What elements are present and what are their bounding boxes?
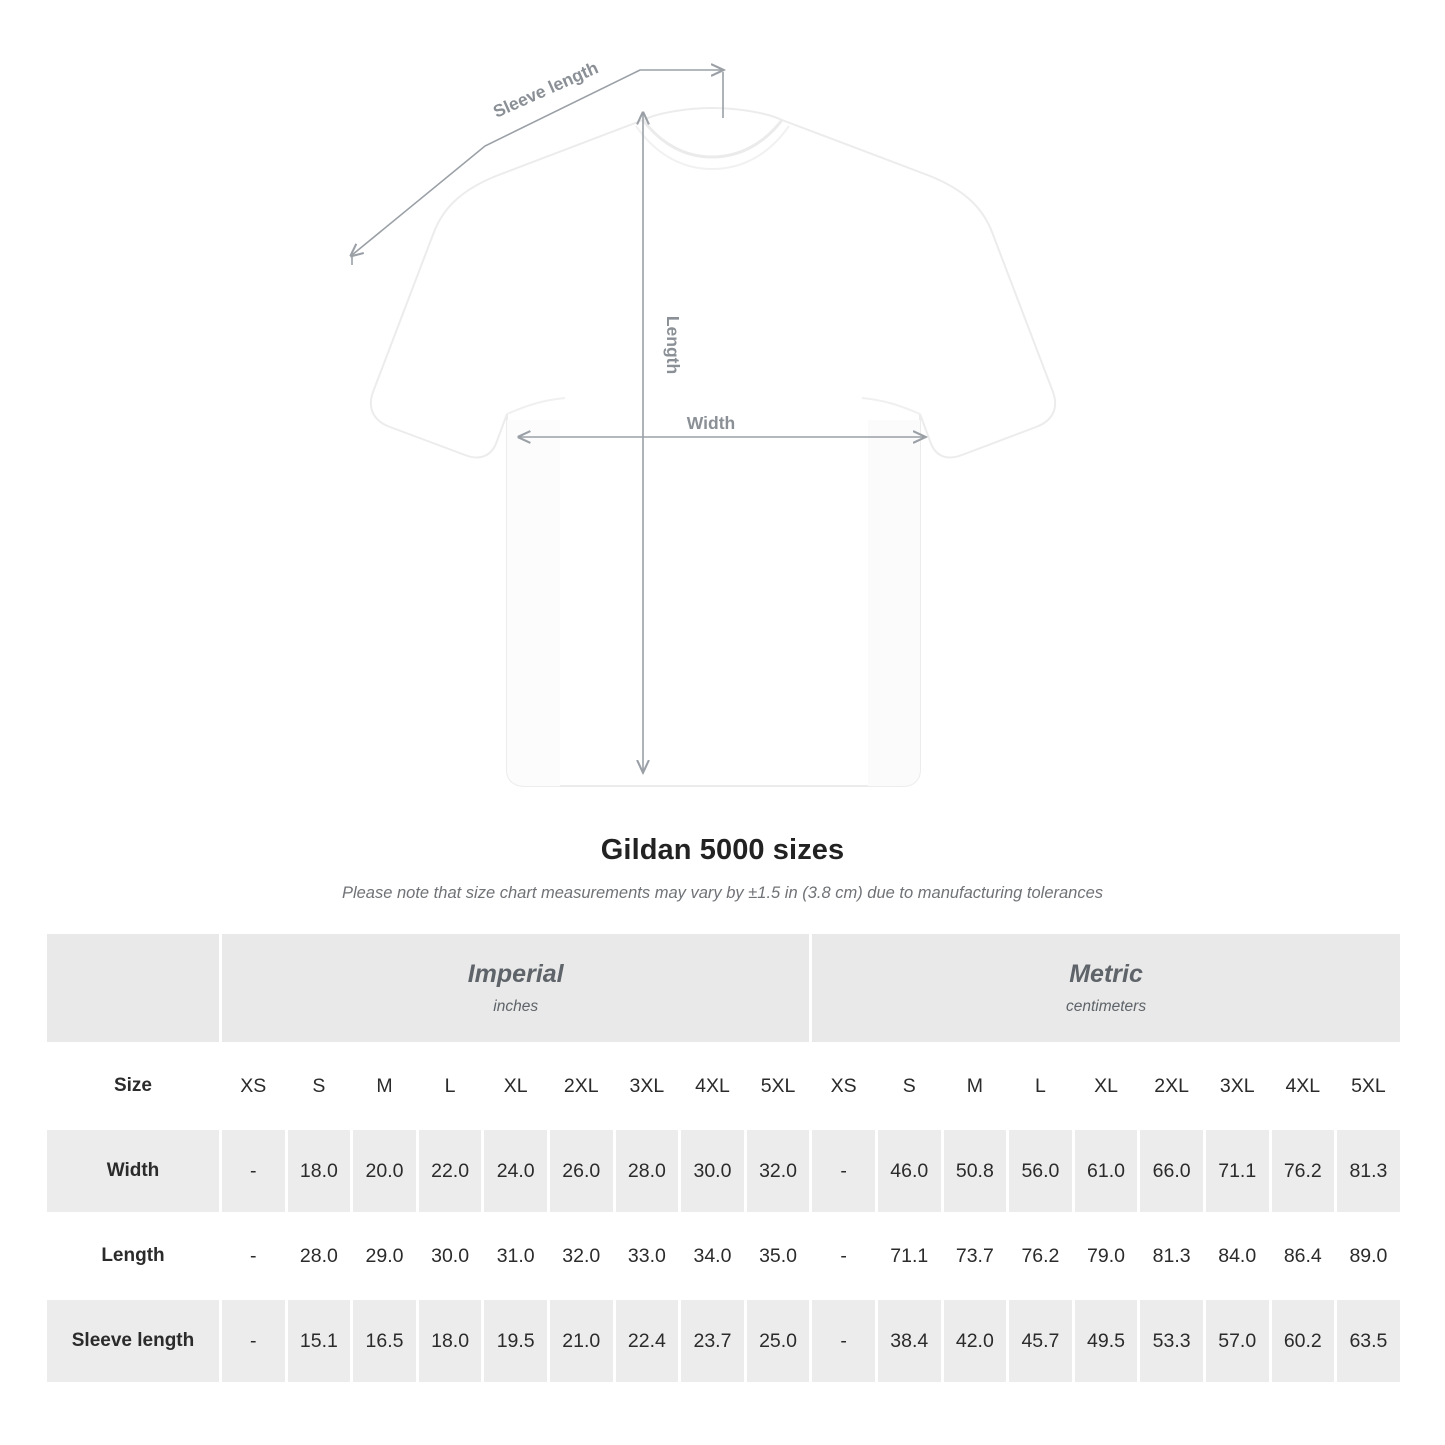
header-size-label: Size — [46, 1044, 221, 1129]
cell-length-imp-xs: - — [221, 1214, 287, 1299]
header-size-met-xs: XS — [811, 1044, 877, 1129]
page-title: Gildan 5000 sizes — [600, 834, 845, 866]
header-size-imp-4xl: 4XL — [680, 1044, 746, 1129]
cell-width-imp-4xl: 30.0 — [680, 1129, 746, 1214]
row-label-sleeve-length: Sleeve length — [46, 1299, 221, 1384]
cell-width-imp-3xl: 28.0 — [614, 1129, 680, 1214]
header-size-imp-3xl: 3XL — [614, 1044, 680, 1129]
cell-sleeve-met-l: 45.7 — [1008, 1299, 1074, 1384]
tolerance-note: Please note that size chart measurements may vary by ±1.5 in (3.8 cm) due to manufacturing tolerances — [341, 884, 1104, 902]
cell-length-imp-s: 28.0 — [286, 1214, 352, 1299]
header-size-imp-xs: XS — [221, 1044, 287, 1129]
cell-sleeve-met-xl: 49.5 — [1073, 1299, 1139, 1384]
unit-sub-metric: centimeters — [1065, 998, 1147, 1015]
header-size-met-xl: XL — [1073, 1044, 1139, 1129]
cell-sleeve-imp-s: 15.1 — [286, 1299, 352, 1384]
cell-width-met-l: 56.0 — [1008, 1129, 1074, 1214]
length-label: Length — [663, 315, 683, 375]
cell-sleeve-imp-5xl: 25.0 — [745, 1299, 811, 1384]
cell-width-met-xs: - — [811, 1129, 877, 1214]
size-header-row — [46, 1044, 1402, 1129]
cell-sleeve-imp-xl: 19.5 — [483, 1299, 549, 1384]
cell-width-met-xl: 61.0 — [1073, 1129, 1139, 1214]
table-row-width — [46, 1129, 1402, 1214]
cell-length-imp-3xl: 33.0 — [614, 1214, 680, 1299]
cell-length-imp-xl: 31.0 — [483, 1214, 549, 1299]
cell-sleeve-imp-xs: - — [221, 1299, 287, 1384]
cell-width-imp-xl: 24.0 — [483, 1129, 549, 1214]
cell-length-imp-2xl: 32.0 — [548, 1214, 614, 1299]
cell-width-met-s: 46.0 — [876, 1129, 942, 1214]
cell-width-imp-s: 18.0 — [286, 1129, 352, 1214]
unit-name-metric: Metric — [1069, 960, 1143, 988]
cell-length-met-5xl: 89.0 — [1336, 1214, 1402, 1299]
unit-header-spacer — [46, 933, 221, 1044]
cell-length-imp-l: 30.0 — [417, 1214, 483, 1299]
cell-sleeve-imp-2xl: 21.0 — [548, 1299, 614, 1384]
cell-length-met-xs: - — [811, 1214, 877, 1299]
cell-sleeve-imp-4xl: 23.7 — [680, 1299, 746, 1384]
cell-sleeve-met-m: 42.0 — [942, 1299, 1008, 1384]
cell-sleeve-met-xs: - — [811, 1299, 877, 1384]
cell-sleeve-imp-m: 16.5 — [352, 1299, 418, 1384]
cell-length-imp-5xl: 35.0 — [745, 1214, 811, 1299]
cell-length-met-4xl: 86.4 — [1270, 1214, 1336, 1299]
cell-width-imp-l: 22.0 — [417, 1129, 483, 1214]
unit-sub-imperial: inches — [493, 998, 539, 1015]
header-size-met-4xl: 4XL — [1270, 1044, 1336, 1129]
cell-width-met-3xl: 71.1 — [1204, 1129, 1270, 1214]
cell-length-met-m: 73.7 — [942, 1214, 1008, 1299]
cell-width-met-5xl: 81.3 — [1336, 1129, 1402, 1214]
header-size-imp-s: S — [286, 1044, 352, 1129]
cell-sleeve-imp-3xl: 22.4 — [614, 1299, 680, 1384]
table-row-length — [46, 1214, 1402, 1299]
header-size-met-s: S — [876, 1044, 942, 1129]
header-size-met-l: L — [1008, 1044, 1074, 1129]
row-label-length: Length — [46, 1214, 221, 1299]
header-size-imp-5xl: 5XL — [745, 1044, 811, 1129]
header-size-imp-l: L — [417, 1044, 483, 1129]
cell-width-imp-2xl: 26.0 — [548, 1129, 614, 1214]
header-size-met-5xl: 5XL — [1336, 1044, 1402, 1129]
cell-length-met-3xl: 84.0 — [1204, 1214, 1270, 1299]
cell-length-imp-4xl: 34.0 — [680, 1214, 746, 1299]
cell-sleeve-met-3xl: 57.0 — [1204, 1299, 1270, 1384]
header-size-met-2xl: 2XL — [1139, 1044, 1205, 1129]
unit-name-imperial: Imperial — [467, 960, 564, 988]
cell-sleeve-imp-l: 18.0 — [417, 1299, 483, 1384]
unit-header-row — [46, 933, 1402, 1044]
cell-sleeve-met-4xl: 60.2 — [1270, 1299, 1336, 1384]
header-size-imp-xl: XL — [483, 1044, 549, 1129]
cell-width-imp-xs: - — [221, 1129, 287, 1214]
row-label-width: Width — [46, 1129, 221, 1214]
unit-header-metric — [811, 933, 1401, 1044]
width-label: Width — [686, 413, 736, 433]
cell-width-imp-5xl: 32.0 — [745, 1129, 811, 1214]
cell-width-met-4xl: 76.2 — [1270, 1129, 1336, 1214]
cell-length-met-2xl: 81.3 — [1139, 1214, 1205, 1299]
header-size-met-m: M — [942, 1044, 1008, 1129]
size-table — [44, 931, 1403, 1385]
cell-length-met-s: 71.1 — [876, 1214, 942, 1299]
cell-width-met-2xl: 66.0 — [1139, 1129, 1205, 1214]
cell-length-met-l: 76.2 — [1008, 1214, 1074, 1299]
tshirt-shape — [371, 108, 1055, 786]
cell-length-met-xl: 79.0 — [1073, 1214, 1139, 1299]
header-size-imp-2xl: 2XL — [548, 1044, 614, 1129]
title-block — [0, 834, 1445, 903]
cell-width-met-m: 50.8 — [942, 1129, 1008, 1214]
sleeve-length-label: Sleeve length — [489, 57, 602, 122]
cell-length-imp-m: 29.0 — [352, 1214, 418, 1299]
unit-header-imperial — [221, 933, 811, 1044]
size-table-wrap — [44, 931, 1401, 1385]
cell-sleeve-met-s: 38.4 — [876, 1299, 942, 1384]
table-row-sleeve-length — [46, 1299, 1402, 1384]
cell-sleeve-met-5xl: 63.5 — [1336, 1299, 1402, 1384]
cell-width-imp-m: 20.0 — [352, 1129, 418, 1214]
header-size-met-3xl: 3XL — [1204, 1044, 1270, 1129]
header-size-imp-m: M — [352, 1044, 418, 1129]
cell-sleeve-met-2xl: 53.3 — [1139, 1299, 1205, 1384]
